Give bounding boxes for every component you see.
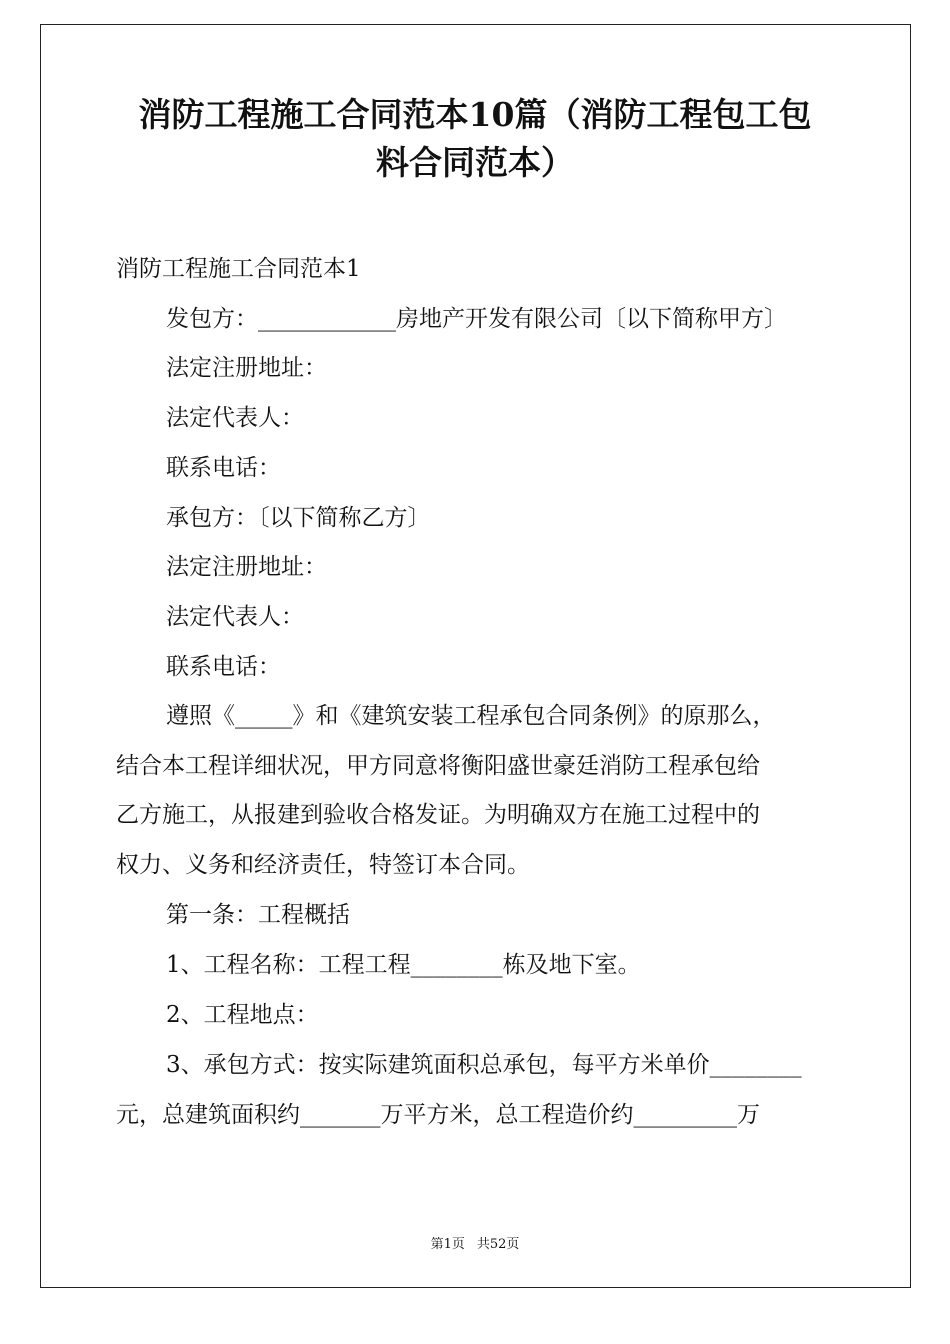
page-footer: [0, 1233, 950, 1252]
contract-line-employer-phone: 联系电话：: [166, 455, 281, 481]
contract-line-employer-representative: 法定代表人：: [166, 405, 304, 431]
clause-contract-method: 3、承包方式：按实际建筑面积总承包，每平方米单价________: [166, 1052, 802, 1078]
article-heading: 第一条：工程概括: [166, 902, 350, 928]
contract-line-contractor-phone: 联系电话：: [166, 654, 281, 680]
contract-line-contractor: 承包方：〔以下简称乙方〕: [166, 505, 431, 531]
document-title-line-1: 消防工程施工合同范本10篇（消防工程包工包: [138, 95, 812, 134]
body-paragraph-line: 结合本工程详细状况，甲方同意将衡阳盛世豪廷消防工程承包给: [116, 753, 760, 779]
clause-contract-method-continued: 元，总建筑面积约_______万平方米，总工程造价约_________万: [116, 1102, 760, 1128]
document-title-line-2: 料合同范本）: [376, 143, 574, 182]
contract-line-employer: 发包方：____________房地产开发有限公司〔以下简称甲方〕: [166, 306, 787, 332]
section-heading: 消防工程施工合同范本1: [116, 256, 361, 282]
contract-line-employer-address: 法定注册地址：: [166, 355, 327, 381]
clause-project-location: 2、工程地点：: [166, 1002, 319, 1028]
body-paragraph-line: 遵照《_____》和《建筑安装工程承包合同条例》的原那么，: [166, 703, 776, 729]
contract-line-contractor-address: 法定注册地址：: [166, 554, 327, 580]
page-number: 第1页: [430, 1237, 465, 1252]
page-total: 共52页: [476, 1237, 520, 1252]
contract-line-contractor-representative: 法定代表人：: [166, 604, 304, 630]
body-paragraph-line: 权力、义务和经济责任，特签订本合同。: [116, 852, 530, 878]
clause-project-name: 1、工程名称：工程工程________栋及地下室。: [166, 952, 641, 978]
body-paragraph-line: 乙方施工，从报建到验收合格发证。为明确双方在施工过程中的: [116, 802, 760, 828]
